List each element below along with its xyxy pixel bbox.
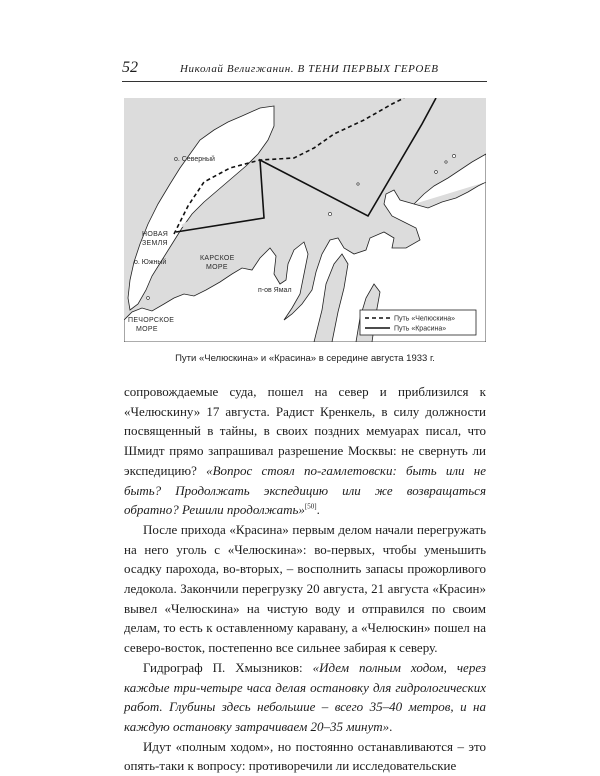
- label-yamal: п-ов Ямал: [258, 287, 292, 294]
- paragraph-4: Идут «полным ходом», но постоянно останавливаются – это опять-таки к вопросу: противоречили ли исследовательские: [124, 738, 486, 774]
- paragraph-3: [124, 658, 486, 737]
- label-yuzhny: о. Южный: [134, 259, 167, 266]
- page-header: [122, 58, 487, 82]
- header-rule: [122, 81, 487, 82]
- label-karskoe-1: КАРСКОЕ: [200, 255, 235, 262]
- label-pechorskoe-2: МОРЕ: [136, 326, 158, 333]
- body-text: [124, 382, 486, 776]
- paragraph-1-end: .: [316, 502, 320, 518]
- label-novaya-zemlya-2: ЗЕМЛЯ: [142, 240, 168, 247]
- paragraph-3-end: .: [389, 718, 393, 734]
- label-pechorskoe-1: ПЕЧОРСКОЕ: [128, 317, 175, 324]
- island-dot: [445, 161, 447, 163]
- running-head: Николай Велигжанин. В ТЕНИ ПЕРВЫХ ГЕРОЕВ: [180, 63, 439, 75]
- map-legend: [360, 310, 476, 335]
- map-caption: Пути «Челюскина» и «Красина» в середине августа 1933 г.: [175, 353, 435, 364]
- route-map: [124, 98, 486, 342]
- label-novaya-zemlya-1: НОВАЯ: [142, 231, 169, 238]
- footnote-ref: [50]: [304, 502, 317, 511]
- paragraph-1-quote: «Вопрос стоял по-гамлетовски: быть или не быть? Продолжать экспедицию или же возвращаться обратно? Решили продолжать»: [124, 462, 486, 518]
- island-dot: [328, 212, 331, 215]
- island-dot: [147, 297, 150, 300]
- paragraph-1: [124, 382, 486, 520]
- legend-krasin: Путь «Красина»: [394, 325, 447, 333]
- island-dot: [452, 154, 455, 157]
- paragraph-3-quote: «Идем полным ходом, через каждые три-четыре часа делая остановку для гидрологических работ. Глубины здесь небольшие – всего 35–40 метров, и на каждую остановку затрачиваем 20–35 минут»: [124, 659, 486, 734]
- paragraph-3-text: Гидрограф П. Хмызников:: [143, 659, 313, 675]
- paragraph-1-text: сопровождаемые суда, пошел на север и приблизился к «Челюскину» 17 августа. Радист Кренкель, в силу должности посвященный в тайны, в своих поздних мемуарах писал, что Шмидт прямо запрашивал разрешение Москвы: не свернуть ли экспедицию?: [124, 384, 486, 478]
- label-severny: о. Северный: [174, 156, 215, 163]
- island-dot: [435, 171, 438, 174]
- legend-chelyuskin: Путь «Челюскина»: [394, 315, 456, 323]
- route-map-svg: [124, 98, 486, 342]
- page-number: 52: [122, 59, 138, 76]
- island-dot: [357, 183, 359, 185]
- paragraph-2: После прихода «Красина» первым делом начали перегружать на него уголь с «Челюскина»: во-первых, чтобы уменьшить осадку парохода, во-вторых, – восполнить запасы прожорливого ледокола. Закончили перегрузку 20 августа, 21 августа «Красин» вывел «Челюскина» на чистую воду и отправился по своим делам, то есть к оставленному каравану, а «Челюскин» пошел на северо-восток, постепенно все сильнее забирая к северу.: [124, 521, 486, 656]
- label-karskoe-2: МОРЕ: [206, 264, 228, 271]
